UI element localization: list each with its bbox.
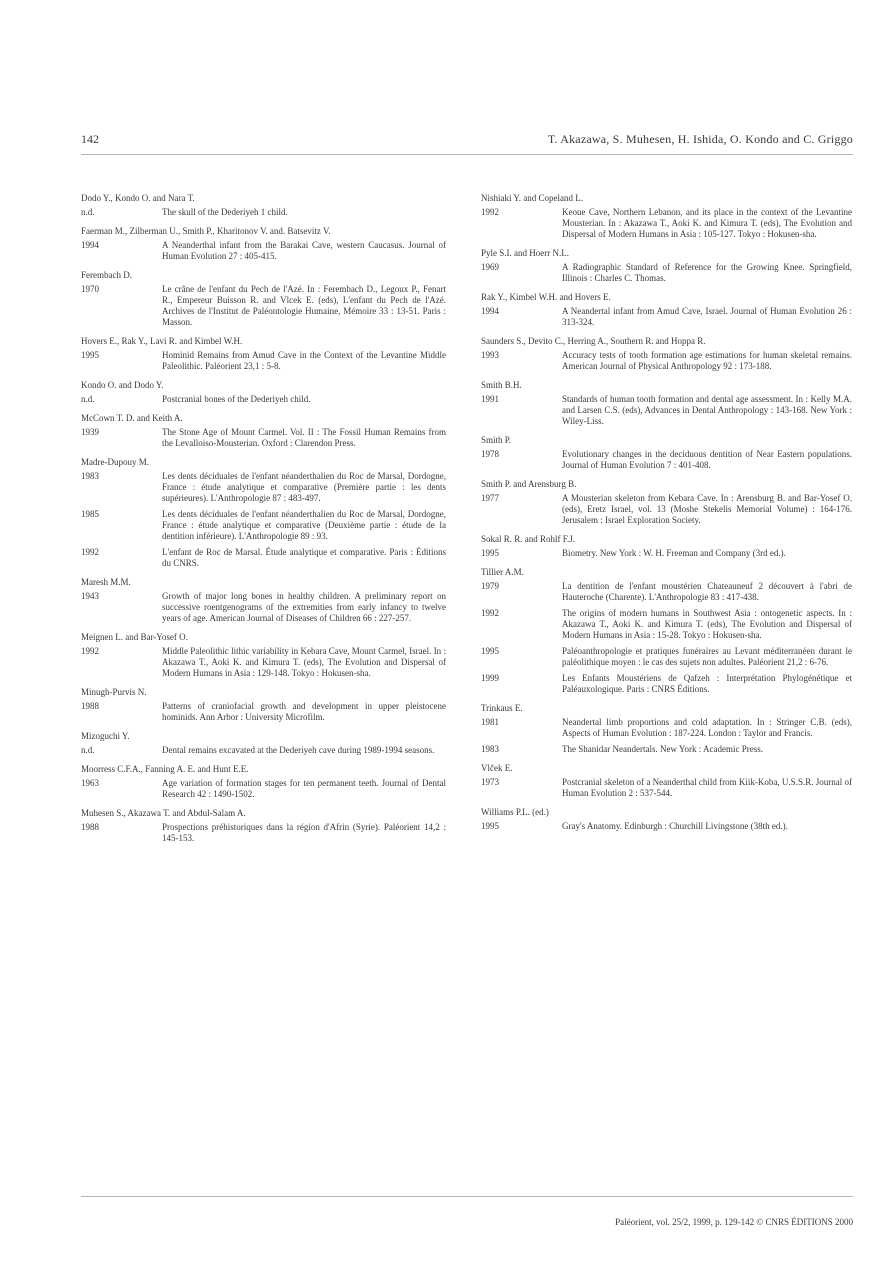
reference-year: 1939 [81, 427, 99, 437]
reference-authors: Smith P. [481, 435, 512, 445]
reference-year: 1992 [81, 646, 99, 656]
reference-authors: Kondo O. and Dodo Y. [81, 380, 164, 390]
reference-year: 1983 [81, 471, 99, 481]
reference-authors: Hovers E., Rak Y., Lavi R. and Kimbel W.H. [81, 336, 243, 346]
reference-entry [481, 548, 852, 559]
reference-year: 1978 [481, 449, 499, 459]
reference-entry [81, 745, 446, 756]
reference-text: Gray's Anatomy. Edinburgh : Churchill Livingstone (38th ed.). [562, 821, 788, 831]
running-head: T. Akazawa, S. Muhesen, H. Ishida, O. Kondo and C. Griggo [547, 132, 853, 146]
reference-text: Hominid Remains from Amud Cave in the Context of the Levantine Middle Paleolithic. Paléorient 23,1 : 5-8. [162, 350, 446, 371]
reference-entry [481, 449, 852, 471]
reference-authors: Vlček E. [481, 763, 513, 773]
reference-group [481, 479, 852, 526]
reference-group [481, 248, 852, 284]
reference-group [481, 292, 852, 328]
reference-year: 1993 [481, 350, 499, 360]
reference-group [481, 534, 852, 559]
reference-group [481, 435, 852, 471]
reference-year: n.d. [81, 207, 95, 217]
reference-entry [481, 717, 852, 739]
reference-text: Age variation of formation stages for ten permanent teeth. Journal of Dental Research 42 : 1490-1502. [162, 778, 446, 799]
reference-group [81, 632, 446, 679]
reference-text: A Mousterian skeleton from Kebara Cave. In : Arensburg B. and Bar-Yosef O. (eds), Eretz Israel, vol. 13 (Moshe Stekelis Memorial Volume) : 164-176. Jerusalem : Israel Exploration Society. [562, 493, 852, 525]
reference-year: 1963 [81, 778, 99, 788]
reference-authors: Saunders S., Devito C., Herring A., Southern R. and Hoppa R. [481, 336, 706, 346]
reference-entry [481, 608, 852, 641]
references-column-left [81, 193, 446, 852]
reference-entry [481, 306, 852, 328]
reference-text: La dentition de l'enfant moustérien Chateauneuf 2 découvert à l'abri de Hauteroche (Charente). L'Anthropologie 83 : 417-438. [562, 581, 852, 602]
reference-entry [81, 240, 446, 262]
reference-text: Le crâne de l'enfant du Pech de l'Azé. In : Ferembach D., Legoux P., Fenart R., Empereur Buisson R. and Vlcek E. (eds), L'enfant du Pech de l'Azé. Archives de l'Institut de Paléontologie Humaine, Mémoire 33 : 13-51. Paris : Masson. [162, 284, 446, 327]
reference-entry [81, 284, 446, 328]
reference-text: Prospections préhistoriques dans la région d'Afrin (Syrie). Paléorient 14,2 : 145-153. [162, 822, 446, 843]
reference-authors: Muhesen S., Akazawa T. and Abdul-Salam A. [81, 808, 246, 818]
reference-year: 1999 [481, 673, 499, 683]
reference-year: n.d. [81, 394, 95, 404]
reference-entry [481, 493, 852, 526]
reference-entry [81, 778, 446, 800]
reference-entry [81, 547, 446, 569]
reference-year: 1969 [481, 262, 499, 272]
reference-group [81, 413, 446, 449]
reference-text: Postcranial bones of the Dederiyeh child. [162, 394, 311, 404]
reference-year: 1994 [81, 240, 99, 250]
reference-authors: Maresh M.M. [81, 577, 131, 587]
reference-entry [81, 822, 446, 844]
reference-group [481, 193, 852, 240]
reference-entry [81, 471, 446, 504]
reference-text: Growth of major long bones in healthy children. A preliminary report on successive roentgenograms of the extremities from early infancy to twelve years of age. American Journal of Diseases of Children 66 : 227-257. [162, 591, 446, 623]
reference-text: Biometry. New York : W. H. Freeman and Company (3rd ed.). [562, 548, 786, 558]
reference-year: 1979 [481, 581, 499, 591]
reference-year: 1994 [481, 306, 499, 316]
reference-group [481, 703, 852, 755]
reference-year: n.d. [81, 745, 95, 755]
reference-group [81, 457, 446, 569]
reference-text: Neandertal limb proportions and cold adaptation. In : Stringer C.B. (eds), Aspects of Human Evolution : 187-224. London : Taylor and Francis. [562, 717, 852, 738]
reference-year: 1995 [81, 350, 99, 360]
reference-entry [81, 350, 446, 372]
reference-text: A Neanderthal infant from the Barakai Cave, western Caucasus. Journal of Human Evolution 27 : 405-415. [162, 240, 446, 261]
reference-group [81, 193, 446, 218]
page-number: 142 [81, 132, 99, 146]
reference-year: 1995 [481, 548, 499, 558]
reference-year: 1943 [81, 591, 99, 601]
reference-text: Postcranial skeleton of a Neanderthal child from Kiik-Koba, U.S.S.R. Journal of Human Evolution 2 : 537-544. [562, 777, 852, 798]
reference-text: Accuracy tests of tooth formation age estimations for human skeletal remains. American Journal of Physical Anthropology 92 : 173-188. [562, 350, 852, 371]
reference-authors: Ferembach D. [81, 270, 132, 280]
reference-group [81, 687, 446, 723]
footer-citation: Paléorient, vol. 25/2, 1999, p. 129-142 © CNRS ÉDITIONS 2000 [615, 1217, 853, 1227]
reference-authors: Minugh-Purvis N. [81, 687, 147, 697]
reference-text: Patterns of craniofacial growth and development in upper pleistocene hominids. Ann Arbor : University Microfilm. [162, 701, 446, 722]
reference-authors: Tillier A.M. [481, 567, 524, 577]
reference-authors: Sokal R. R. and Rohlf F.J. [481, 534, 576, 544]
reference-year: 1973 [481, 777, 499, 787]
reference-text: L'enfant de Roc de Marsal. Étude analytique et comparative. Paris : Éditions du CNRS. [162, 547, 446, 568]
footer-rule [81, 1196, 853, 1197]
reference-entry [81, 207, 446, 218]
reference-entry [81, 509, 446, 542]
reference-group [81, 380, 446, 405]
reference-year: 1995 [481, 821, 499, 831]
reference-authors: Smith P. and Arensburg B. [481, 479, 577, 489]
reference-group [81, 808, 446, 844]
reference-group [481, 763, 852, 799]
reference-authors: Rak Y., Kimbel W.H. and Hovers E. [481, 292, 611, 302]
reference-authors: Nishiaki Y. and Copeland L. [481, 193, 583, 203]
reference-entry [81, 394, 446, 405]
reference-authors: Trinkaus E. [481, 703, 523, 713]
reference-entry [481, 262, 852, 284]
reference-authors: Mizoguchi Y. [81, 731, 130, 741]
reference-text: The skull of the Dederiyeh 1 child. [162, 207, 288, 217]
reference-entry [481, 350, 852, 372]
reference-text: Keoue Cave, Northern Lebanon, and its place in the context of the Levantine Mousterian. In : Akazawa T., Aoki K. and Kimura T. (eds), The Evolution and Dispersal of Modern Humans in Asia : 105-127. Tokyo : Hokusen-sha. [562, 207, 852, 239]
reference-text: The Shanidar Neandertals. New York : Academic Press. [562, 744, 763, 754]
reference-entry [481, 646, 852, 668]
reference-year: 1981 [481, 717, 499, 727]
reference-authors: Moorress C.F.A., Fanning A. E. and Hunt E.E. [81, 764, 249, 774]
reference-text: Standards of human tooth formation and dental age assessment. In : Kelly M.A. and Larsen C.S. (eds), Advances in Dental Anthropology : 143-168. New York : Wiley-Liss. [562, 394, 852, 426]
reference-entry [481, 821, 852, 832]
reference-authors: Faerman M., Zilberman U., Smith P., Kharitonov V. and. Batsevitz V. [81, 226, 331, 236]
reference-text: The origins of modern humans in Southwest Asia : ontogenetic aspects. In : Akazawa T., Aoki K. and Kimura T. (eds), The Evolution and Dispersal of Modern Humans in Asia : 15-28. Tokyo : Hokusen-sha. [562, 608, 852, 640]
reference-group [81, 226, 446, 262]
reference-year: 1985 [81, 509, 99, 519]
reference-year: 1977 [481, 493, 499, 503]
reference-year: 1992 [481, 207, 499, 217]
reference-text: The Stone Age of Mount Carmel. Vol. II : The Fossil Human Remains from the Levalloiso-Mousterian. Oxford : Clarendon Press. [162, 427, 446, 448]
reference-year: 1983 [481, 744, 499, 754]
reference-year: 1970 [81, 284, 99, 294]
reference-entry [81, 701, 446, 723]
reference-text: Les dents déciduales de l'enfant néanderthalien du Roc de Marsal, Dordogne, France : étude analytique et comparative (Deuxième partie : étude de la dentition inférieure). L'Anthropologie 89 : 93. [162, 509, 446, 541]
reference-entry [481, 394, 852, 427]
reference-year: 1991 [481, 394, 499, 404]
reference-entry [481, 744, 852, 755]
reference-text: Les Enfants Moustériens de Qafzeh : Interprétation Phylogénétique et Paléauxologique. Paris : CNRS Éditions. [562, 673, 852, 694]
reference-entry [81, 591, 446, 624]
reference-group [481, 567, 852, 695]
references-column-right [481, 193, 852, 840]
reference-entry [81, 427, 446, 449]
reference-text: A Neandertal infant from Amud Cave, Israel. Journal of Human Evolution 26 : 313-324. [562, 306, 852, 327]
reference-entry [481, 673, 852, 695]
reference-text: Middle Paleolithic lithic variability in Kebara Cave, Mount Carmel, Israel. In : Akazawa T., Aoki K. and Kimura T. (eds), The Evolution and Dispersal of Modern Humans in Asia : 129-148. Tokyo : Hokusen-sha. [162, 646, 446, 678]
reference-text: Les dents déciduales de l'enfant néanderthalien du Roc de Marsal, Dordogne, France : étude analytique et comparative (Première partie : les dents supérieures). L'Anthropologie 87 : 483-497. [162, 471, 446, 503]
reference-year: 1992 [481, 608, 499, 618]
reference-group [481, 380, 852, 427]
reference-group [81, 336, 446, 372]
reference-entry [81, 646, 446, 679]
reference-group [81, 577, 446, 624]
reference-year: 1988 [81, 701, 99, 711]
reference-year: 1988 [81, 822, 99, 832]
reference-group [481, 807, 852, 832]
reference-entry [481, 581, 852, 603]
reference-authors: Madre-Dupouy M. [81, 457, 149, 467]
reference-text: Evolutionary changes in the deciduous dentition of Near Eastern populations. Journal of Human Evolution 7 : 401-408. [562, 449, 852, 470]
reference-text: Dental remains excavated at the Dederiyeh cave during 1989-1994 seasons. [162, 745, 435, 755]
reference-group [81, 764, 446, 800]
reference-authors: Meignen L. and Bar-Yosef O. [81, 632, 188, 642]
reference-year: 1992 [81, 547, 99, 557]
reference-authors: McCown T. D. and Keith A. [81, 413, 183, 423]
reference-authors: Smith B.H. [481, 380, 522, 390]
reference-group [481, 336, 852, 372]
header-rule [81, 154, 853, 155]
reference-entry [481, 207, 852, 240]
reference-text: A Radiographic Standard of Reference for the Growing Knee. Springfield, Illinois : Charles C. Thomas. [562, 262, 852, 283]
reference-year: 1995 [481, 646, 499, 656]
reference-text: Paléoanthropologie et pratiques funéraires au Levant méditerranéen durant le paléolithique moyen : le cas des sujets non adultes. Paléorient 21,2 : 6-76. [562, 646, 852, 667]
reference-group [81, 270, 446, 328]
reference-authors: Pyle S.I. and Hoerr N.L. [481, 248, 569, 258]
reference-entry [481, 777, 852, 799]
reference-group [81, 731, 446, 756]
reference-authors: Williams P.L. (ed.) [481, 807, 549, 817]
reference-authors: Dodo Y., Kondo O. and Nara T. [81, 193, 195, 203]
